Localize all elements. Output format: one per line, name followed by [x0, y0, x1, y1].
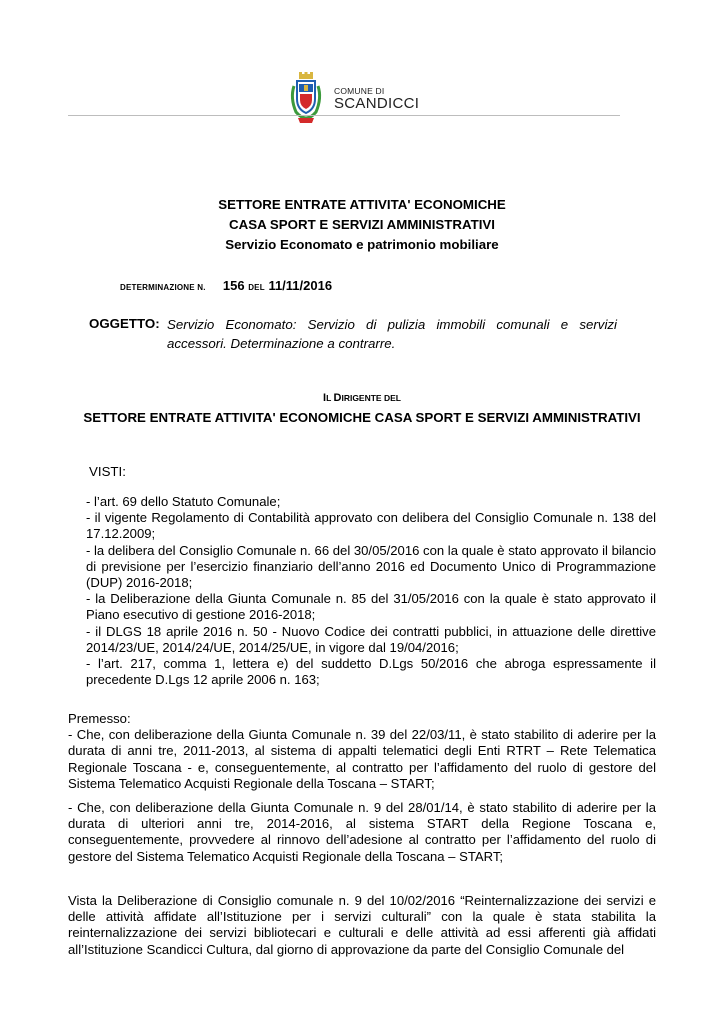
list-item: - l’art. 217, comma 1, lettera e) del suddetto D.Lgs 50/2016 che abroga espressamente il precedente D.Lgs 12 aprile 2006 n. 163;: [86, 656, 656, 688]
header-logo: [288, 72, 428, 124]
visti-label: VISTI:: [89, 464, 126, 479]
title-line-2: CASA SPORT E SERVIZI AMMINISTRATIVI: [229, 217, 495, 232]
premesso-paragraph-2: - Che, con deliberazione della Giunta Comunale n. 9 del 28/01/14, è stato stabilito di aderire per la durata di ulteriori anni tre, 2014-2016, al sistema START della Regione Toscana e, conseguentemente, provvedere al rinnovo dell’adesione al contratto per l’affidamento del ruolo di gestore del Sistema Telematico Acquisti Regionale della Toscana – START;: [68, 800, 656, 864]
list-item: - il DLGS 18 aprile 2016 n. 50 - Nuovo Codice dei contratti pubblici, in attuazione delle direttive 2014/23/UE, 2014/24/UE, 2014/25/UE, in vigore dal 19/04/2016;: [86, 623, 656, 655]
list-item: - la Deliberazione della Giunta Comunale n. 85 del 31/05/2016 con la quale è stato approvato il Piano esecutivo di gestione 2016-2018;: [86, 591, 656, 623]
premesso-section: [68, 711, 656, 865]
visti-list: [86, 494, 656, 688]
premesso-paragraph-1: - Che, con deliberazione della Giunta Comunale n. 39 del 22/03/11, è stato stabilito di aderire per la durata di anni tre, 2011-2013, al sistema di appalti telematici degli Enti RTRT – Rete Telematica Regionale Toscana - e, conseguentemente, al contratto per l’affidamento del ruolo di gestore del Sistema Telematico Acquisti Regionale della Toscana – START;: [68, 727, 656, 791]
list-item: - la delibera del Consiglio Comunale n. 66 del 30/05/2016 con la quale è stato approvato il bilancio di previsione per l’esercizio finanziario dell’anno 2016 ed Documento Unico di Programmazione (DUP) 2016-2018;: [86, 542, 656, 591]
header-divider: [68, 115, 620, 116]
dirigente-initial-2: D: [333, 392, 342, 404]
title-line-1: SETTORE ENTRATE ATTIVITA' ECONOMICHE: [218, 197, 506, 212]
determinazione-number: 156: [222, 278, 245, 293]
dirigente-settore: SETTORE ENTRATE ATTIVITA' ECONOMICHE CASA SPORT E SERVIZI AMMINISTRATIVI: [83, 410, 641, 425]
oggetto-label: OGGETTO:: [89, 316, 160, 331]
comune-prefix: COMUNE DI: [334, 86, 385, 96]
title-line-3: Servizio Economato e patrimonio mobiliare: [225, 237, 499, 252]
oggetto-text: Servizio Economato: Servizio di pulizia immobili comunali e servizi accessori. Determinazione a contrarre.: [167, 317, 617, 351]
comune-name: SCANDICCI: [334, 95, 420, 112]
determinazione-date: 11/11/2016: [268, 278, 333, 293]
list-item: - l’art. 69 dello Statuto Comunale;: [86, 494, 281, 509]
dirigente-rest-2: IRIGENTE DEL: [341, 393, 401, 403]
determinazione-del: DEL: [248, 283, 265, 292]
premesso-label: Premesso:: [68, 711, 131, 726]
dirigente-heading: [0, 392, 724, 404]
dirigente-initial-1: I: [323, 392, 327, 404]
coat-of-arms-icon: [288, 72, 324, 124]
dirigente-rest-1: L: [326, 393, 332, 403]
list-item: - il vigente Regolamento di Contabilità approvato con delibera del Consiglio Comunale n. 138 del 17.12.2009;: [86, 510, 656, 542]
determinazione-line: [120, 278, 332, 293]
vista-paragraph: Vista la Deliberazione di Consiglio comunale n. 9 del 10/02/2016 “Reinternalizzazione dei servizi e delle attività affidate all’Istituzione per i servizi culturali” con la quale è stata stabilita la reinternalizzazione dei servizi bibliotecari e culturali e delle attività ad essi afferenti già affidati all’Istituzione Scandicci Cultura, dal giorno di approvazione da parte del Consiglio Comunale del: [68, 893, 656, 957]
determinazione-label: DETERMINAZIONE N.: [120, 283, 206, 292]
